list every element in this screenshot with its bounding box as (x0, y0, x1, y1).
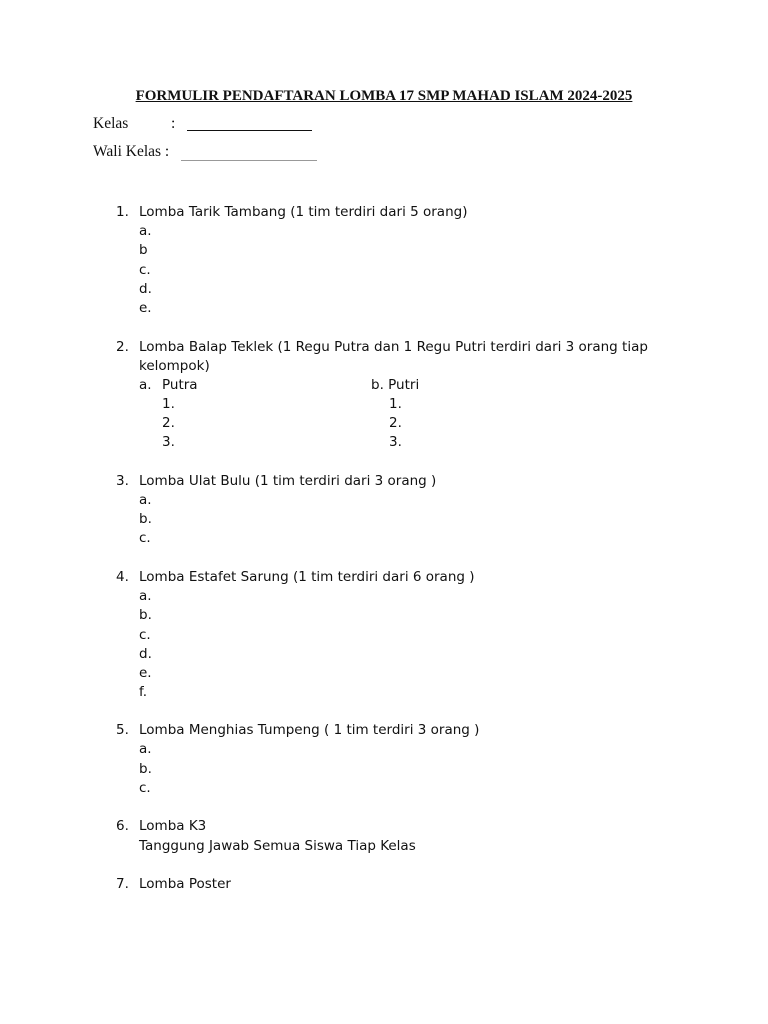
item-title: Lomba K3 (139, 818, 207, 834)
group-a-letter: a. (139, 377, 152, 393)
entry-letter: a. (139, 223, 152, 239)
item-title: Lomba Ulat Bulu (1 tim terdiri dari 3 orang ) (139, 473, 437, 489)
item-title-line2: kelompok) (139, 358, 210, 374)
wali-kelas-label: Wali Kelas : (93, 143, 170, 160)
item-title: Lomba Menghias Tumpeng ( 1 tim terdiri 3 orang ) (139, 722, 480, 738)
putri-entry-number: 1. (389, 396, 402, 412)
item-number: 1. (116, 204, 129, 220)
item-title: Lomba Tarik Tambang (1 tim terdiri dari 5 orang) (139, 204, 468, 220)
entry-letter: b. (139, 511, 152, 527)
putra-entry-number: 1. (162, 396, 175, 412)
entry-letter: e. (139, 300, 152, 316)
entry-letter: c. (139, 780, 151, 796)
item-number: 7. (116, 876, 129, 892)
item-title: Lomba Poster (139, 876, 231, 892)
group-b-label: b. Putri (371, 377, 420, 393)
entry-letter: e. (139, 665, 152, 681)
putra-entry-number: 3. (162, 434, 175, 450)
putri-entry-number: 2. (389, 415, 402, 431)
entry-letter: a. (139, 492, 152, 508)
group-a-label: Putra (162, 377, 198, 393)
kelas-label: Kelas (93, 115, 129, 132)
entry-letter: b. (139, 761, 152, 777)
entry-letter: c. (139, 262, 151, 278)
item-number: 3. (116, 473, 129, 489)
kelas-row (93, 115, 176, 133)
item-number: 2. (116, 339, 129, 355)
entry-letter: a. (139, 741, 152, 757)
item-number: 4. (116, 569, 129, 585)
item-note: Tanggung Jawab Semua Siswa Tiap Kelas (139, 838, 416, 854)
item-title: Lomba Estafet Sarung (1 tim terdiri dari 6 orang ) (139, 569, 475, 585)
item-title-line1: Lomba Balap Teklek (1 Regu Putra dan 1 Regu Putri terdiri dari 3 orang tiap (139, 339, 648, 355)
entry-letter: c. (139, 530, 151, 546)
wali-kelas-blank-line[interactable] (181, 160, 317, 161)
entry-letter: b. (139, 607, 152, 623)
entry-letter: f. (139, 684, 148, 700)
kelas-blank-line[interactable] (187, 130, 312, 131)
entry-letter: b (139, 242, 148, 258)
putri-entry-number: 3. (389, 434, 402, 450)
item-number: 6. (116, 818, 129, 834)
item-number: 5. (116, 722, 129, 738)
entry-letter: c. (139, 627, 151, 643)
entry-letter: d. (139, 646, 152, 662)
kelas-colon: : (171, 115, 176, 132)
entry-letter: a. (139, 588, 152, 604)
wali-kelas-row (93, 143, 169, 161)
form-title: FORMULIR PENDAFTARAN LOMBA 17 SMP MAHAD ISLAM 2024-2025 (135, 88, 633, 104)
entry-letter: d. (139, 281, 152, 297)
putra-entry-number: 2. (162, 415, 175, 431)
